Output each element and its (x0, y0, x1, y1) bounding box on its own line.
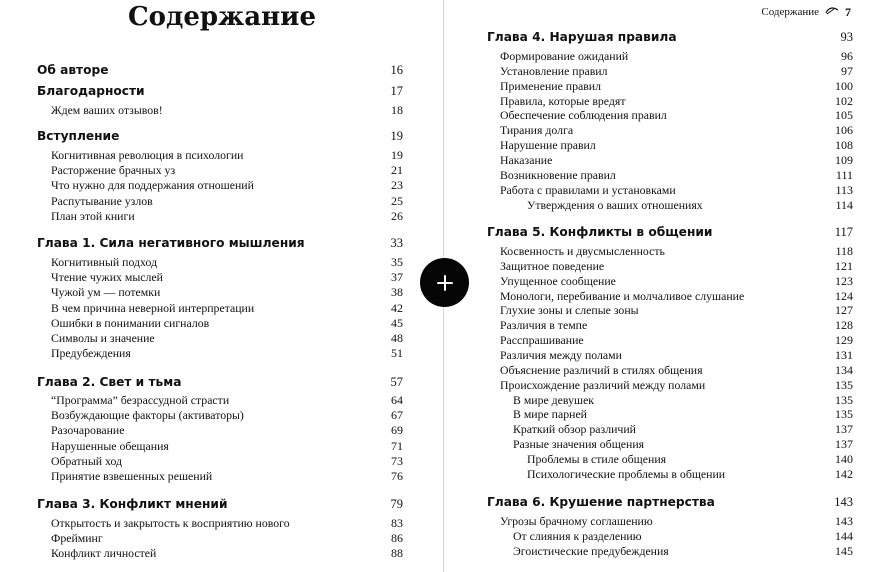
toc-entry-title: Проблемы в стиле общения (527, 451, 667, 466)
toc-entry-page-number: 127 (835, 303, 853, 318)
toc-entry-page-number: 48 (391, 331, 403, 345)
toc-entry[interactable] (500, 274, 853, 289)
toc-entry-title: В чем причина неверной интерпретации (51, 300, 255, 315)
toc-entry[interactable] (527, 467, 853, 482)
toc-chapter-title: Глава 1. Сила негативного мышления (37, 236, 305, 250)
toc-entry-title: Формирование ожиданий (500, 49, 629, 63)
toc-chapter[interactable] (37, 62, 403, 78)
toc-chapter-page-number: 143 (834, 495, 853, 509)
toc-entry-page-number: 111 (835, 167, 853, 182)
toc-chapter-title: Глава 6. Крушение партнерства (487, 495, 715, 509)
left-page (0, 0, 444, 572)
toc-entry-page-number: 144 (835, 528, 853, 543)
toc-entry-page-number: 37 (391, 270, 403, 285)
toc-entry-title: “Программа” безрассудной страсти (51, 393, 230, 407)
toc-entry-title: Ошибки в понимании сигналов (51, 315, 210, 330)
toc-entry-page-number: 129 (835, 333, 853, 348)
toc-entry[interactable] (51, 148, 403, 163)
toc-entry-page-number: 140 (835, 451, 853, 466)
toc-entry-page-number: 96 (841, 49, 853, 63)
toc-entry-title: Конфликт личностей (51, 546, 157, 561)
toc-entry-page-number: 73 (391, 453, 403, 468)
toc-entry-page-number: 69 (391, 423, 403, 438)
toc-entry[interactable] (500, 259, 853, 274)
toc-entry[interactable] (51, 546, 403, 561)
toc-chapter-title: Глава 4. Нарушая правила (487, 30, 677, 44)
toc-entry-title: Обеспечение соблюдения правил (500, 108, 667, 123)
toc-entry-page-number: 108 (835, 138, 853, 153)
toc-entry-page-number: 45 (391, 315, 403, 330)
toc-entry[interactable] (51, 454, 403, 469)
toc-chapter-title: Вступление (37, 129, 120, 143)
toc-entry[interactable] (51, 408, 403, 423)
toc-chapter-page-number: 93 (840, 30, 853, 44)
toc-chapter-page-number: 33 (390, 236, 403, 250)
toc-chapter[interactable] (37, 128, 403, 144)
toc-entry[interactable] (527, 198, 853, 213)
toc-entry[interactable] (51, 316, 403, 331)
toc-entry-title: Объяснение различий в стилях общения (500, 362, 703, 377)
toc-entry[interactable] (51, 103, 403, 118)
toc-entry[interactable] (527, 452, 853, 467)
toc-chapter[interactable] (487, 224, 853, 240)
toc-entry-page-number: 51 (391, 346, 403, 361)
toc-entry[interactable] (513, 437, 853, 452)
toc-chapter-page-number: 16 (390, 63, 403, 77)
toc-chapter-title: Глава 2. Свет и тьма (37, 375, 182, 389)
plus-icon (436, 274, 454, 292)
toc-entry-page-number: 18 (391, 103, 403, 117)
toc-entry-page-number: 19 (391, 148, 403, 162)
toc-chapter-title: Глава 3. Конфликт мнений (37, 497, 228, 511)
toc-entry-title: Когнитивный подход (51, 255, 158, 269)
toc-entry[interactable] (500, 153, 853, 168)
toc-entry[interactable] (500, 378, 853, 393)
toc-entry-page-number: 42 (391, 300, 403, 315)
toc-entry-page-number: 131 (835, 347, 853, 362)
toc-entry-page-number: 121 (835, 258, 853, 273)
toc-entry-title: Утверждения о ваших отношениях (527, 197, 703, 212)
toc-entry-page-number: 21 (391, 163, 403, 178)
toc-entry-page-number: 135 (835, 392, 853, 407)
toc-entry[interactable] (500, 363, 853, 378)
toc-entry-title: Расспрашивание (500, 333, 584, 348)
toc-entry[interactable] (513, 422, 853, 437)
toc-entry[interactable] (51, 194, 403, 209)
toc-entry[interactable] (500, 244, 853, 259)
toc-chapter-title: Глава 5. Конфликты в общении (487, 225, 713, 239)
running-head-title: Содержание (761, 6, 819, 18)
toc-entry-title: Фрейминг (51, 531, 103, 546)
toc-entry-title: План этой книги (51, 208, 135, 223)
toc-entry-title: Открытость и закрытость к восприятию нового (51, 516, 290, 530)
toc-entry-title: Тирания долга (500, 123, 574, 138)
toc-entry-title: Краткий обзор различий (513, 422, 636, 437)
toc-entry[interactable] (500, 303, 853, 318)
toc-entry[interactable] (500, 49, 853, 64)
toc-chapter[interactable] (37, 83, 403, 99)
toc-entry-page-number: 137 (835, 437, 853, 452)
toc-entry[interactable] (51, 423, 403, 438)
toc-entry-title: Применение правил (500, 78, 602, 93)
toc-entry-title: Установление правил (500, 63, 608, 78)
toc-chapter-page-number: 17 (390, 84, 403, 98)
toc-entry[interactable] (51, 393, 403, 408)
toc-entry-page-number: 142 (835, 466, 853, 481)
toc-chapter[interactable] (37, 235, 403, 251)
toc-entry-page-number: 23 (391, 178, 403, 193)
toc-entry-page-number: 114 (835, 197, 853, 212)
toc-entry-page-number: 109 (835, 152, 853, 167)
toc-chapter-page-number: 79 (390, 497, 403, 511)
toc-entry[interactable] (513, 544, 853, 559)
toc-entry[interactable] (500, 348, 853, 363)
toc-entry-title: Когнитивная революция в психологии (51, 148, 244, 162)
toc-entry[interactable] (500, 108, 853, 123)
toc-entry-title: Разные значения общения (513, 437, 645, 452)
toc-entry[interactable] (500, 94, 853, 109)
toc-entry-page-number: 88 (391, 546, 403, 561)
toc-entry-title: Нарушенные обещания (51, 438, 169, 453)
running-head (761, 5, 851, 19)
pen-ornament-icon (825, 5, 839, 19)
toc-entry-page-number: 64 (391, 393, 403, 407)
toc-entry-page-number: 26 (391, 208, 403, 223)
toc-entry-title: Разочарование (51, 423, 125, 438)
toc-entry[interactable] (500, 168, 853, 183)
page-title: Содержание (127, 2, 317, 32)
toc-entry[interactable] (51, 255, 403, 270)
toc-entry[interactable] (500, 289, 853, 304)
toc-chapter-title: Об авторе (37, 63, 109, 77)
toc-entry-title: В мире парней (513, 407, 587, 422)
toc-entry-page-number: 118 (835, 244, 853, 258)
toc-entry[interactable] (51, 301, 403, 316)
toc-chapter-page-number: 19 (390, 129, 403, 143)
toc-entry[interactable] (51, 516, 403, 531)
toc-entry-page-number: 35 (391, 255, 403, 269)
toc-chapter-page-number: 57 (390, 375, 403, 389)
toc-entry-page-number: 76 (391, 469, 403, 483)
toc-entry-title: Символы и значение (51, 331, 155, 345)
toc-entry-page-number: 105 (835, 108, 853, 123)
toc-entry-title: Косвенность и двусмысленность (500, 244, 665, 258)
toc-entry-page-number: 83 (391, 516, 403, 530)
toc-entry[interactable] (513, 407, 853, 422)
toc-entry-page-number: 102 (835, 93, 853, 108)
toc-entry-title: Глухие зоны и слепые зоны (500, 303, 639, 318)
toc-entry-page-number: 97 (841, 63, 853, 78)
toc-entry[interactable] (51, 209, 403, 224)
toc-entry-page-number: 25 (391, 193, 403, 208)
toc-entry-title: Что нужно для поддержания отношений (51, 178, 254, 193)
toc-entry-title: Наказание (500, 152, 553, 167)
toc-entry-page-number: 113 (835, 182, 853, 197)
right-page (445, 0, 889, 572)
toc-entry[interactable] (51, 178, 403, 193)
toc-entry[interactable] (500, 79, 853, 94)
toc-entry-page-number: 100 (835, 78, 853, 93)
toc-entry-page-number: 134 (835, 362, 853, 377)
toc-entry[interactable] (500, 138, 853, 153)
toc-entry-page-number: 38 (391, 285, 403, 300)
toc-entry-title: Обратный ход (51, 453, 123, 468)
toc-entry[interactable] (51, 346, 403, 361)
toc-entry-title: Распутывание узлов (51, 193, 153, 208)
toc-entry-page-number: 124 (835, 288, 853, 303)
toc-entry-page-number: 128 (835, 318, 853, 333)
toc-entry-title: Происхождение различий между полами (500, 377, 706, 392)
toc-entry[interactable] (51, 163, 403, 178)
toc-entry-title: Чужой ум — потемки (51, 285, 161, 300)
toc-chapter[interactable] (487, 29, 853, 45)
toc-entry-page-number: 137 (835, 422, 853, 437)
zoom-in-button[interactable] (420, 258, 469, 307)
toc-entry-title: В мире девушек (513, 392, 595, 407)
page-number: 7 (845, 5, 851, 19)
toc-entry-title: Угрозы брачному соглашению (500, 514, 653, 528)
toc-entry-title: Упущенное сообщение (500, 273, 616, 288)
toc-entry[interactable] (513, 529, 853, 544)
toc-entry-title: Работа с правилами и установками (500, 182, 676, 197)
toc-entry-title: Различия между полами (500, 347, 622, 362)
toc-chapter[interactable] (37, 374, 403, 390)
toc-entry-page-number: 71 (391, 438, 403, 453)
toc-entry-title: Расторжение брачных уз (51, 163, 176, 178)
toc-entry-title: Предубеждения (51, 346, 131, 361)
toc-entry[interactable] (51, 270, 403, 285)
toc-entry-page-number: 123 (835, 273, 853, 288)
toc-entry[interactable] (500, 123, 853, 138)
toc-entry-page-number: 106 (835, 123, 853, 138)
toc-entry[interactable] (51, 331, 403, 346)
toc-entry-title: От слияния к разделению (513, 528, 642, 543)
toc-entry-title: Психологические проблемы в общении (527, 466, 726, 481)
toc-entry-title: Нарушение правил (500, 138, 596, 153)
toc-entry-title: Возбуждающие факторы (активаторы) (51, 408, 244, 423)
toc-entry-title: Возникновение правил (500, 167, 616, 182)
toc-entry-page-number: 135 (835, 377, 853, 392)
toc-entry-title: Ждем ваших отзывов! (51, 103, 163, 117)
toc-entry[interactable] (500, 514, 853, 529)
toc-entry[interactable] (500, 64, 853, 79)
toc-entry-title: Принятие взвешенных решений (51, 469, 213, 483)
toc-entry[interactable] (500, 183, 853, 198)
toc-entry-title: Различия в темпе (500, 318, 588, 333)
toc-chapter-page-number: 117 (834, 225, 853, 239)
toc-entry-title: Чтение чужих мыслей (51, 270, 163, 285)
toc-chapter[interactable] (487, 494, 853, 510)
toc-entry-page-number: 86 (391, 531, 403, 546)
toc-entry-page-number: 143 (835, 514, 853, 528)
toc-entry[interactable] (500, 333, 853, 348)
toc-entry-title: Защитное поведение (500, 258, 605, 273)
toc-entry-title: Эгоистические предубеждения (513, 543, 669, 558)
toc-entry-page-number: 67 (391, 408, 403, 423)
toc-entry-title: Монологи, перебивание и молчаливое слушание (500, 288, 745, 303)
toc-entry[interactable] (513, 393, 853, 408)
toc-entry[interactable] (500, 318, 853, 333)
toc-entry[interactable] (51, 285, 403, 300)
toc-entry-page-number: 135 (835, 407, 853, 422)
toc-entry-title: Правила, которые вредят (500, 93, 626, 108)
toc-entry[interactable] (51, 531, 403, 546)
toc-entry[interactable] (51, 439, 403, 454)
toc-chapter-title: Благодарности (37, 84, 145, 98)
toc-chapter[interactable] (37, 496, 403, 512)
toc-entry[interactable] (51, 469, 403, 484)
toc-entry-page-number: 145 (835, 543, 853, 558)
